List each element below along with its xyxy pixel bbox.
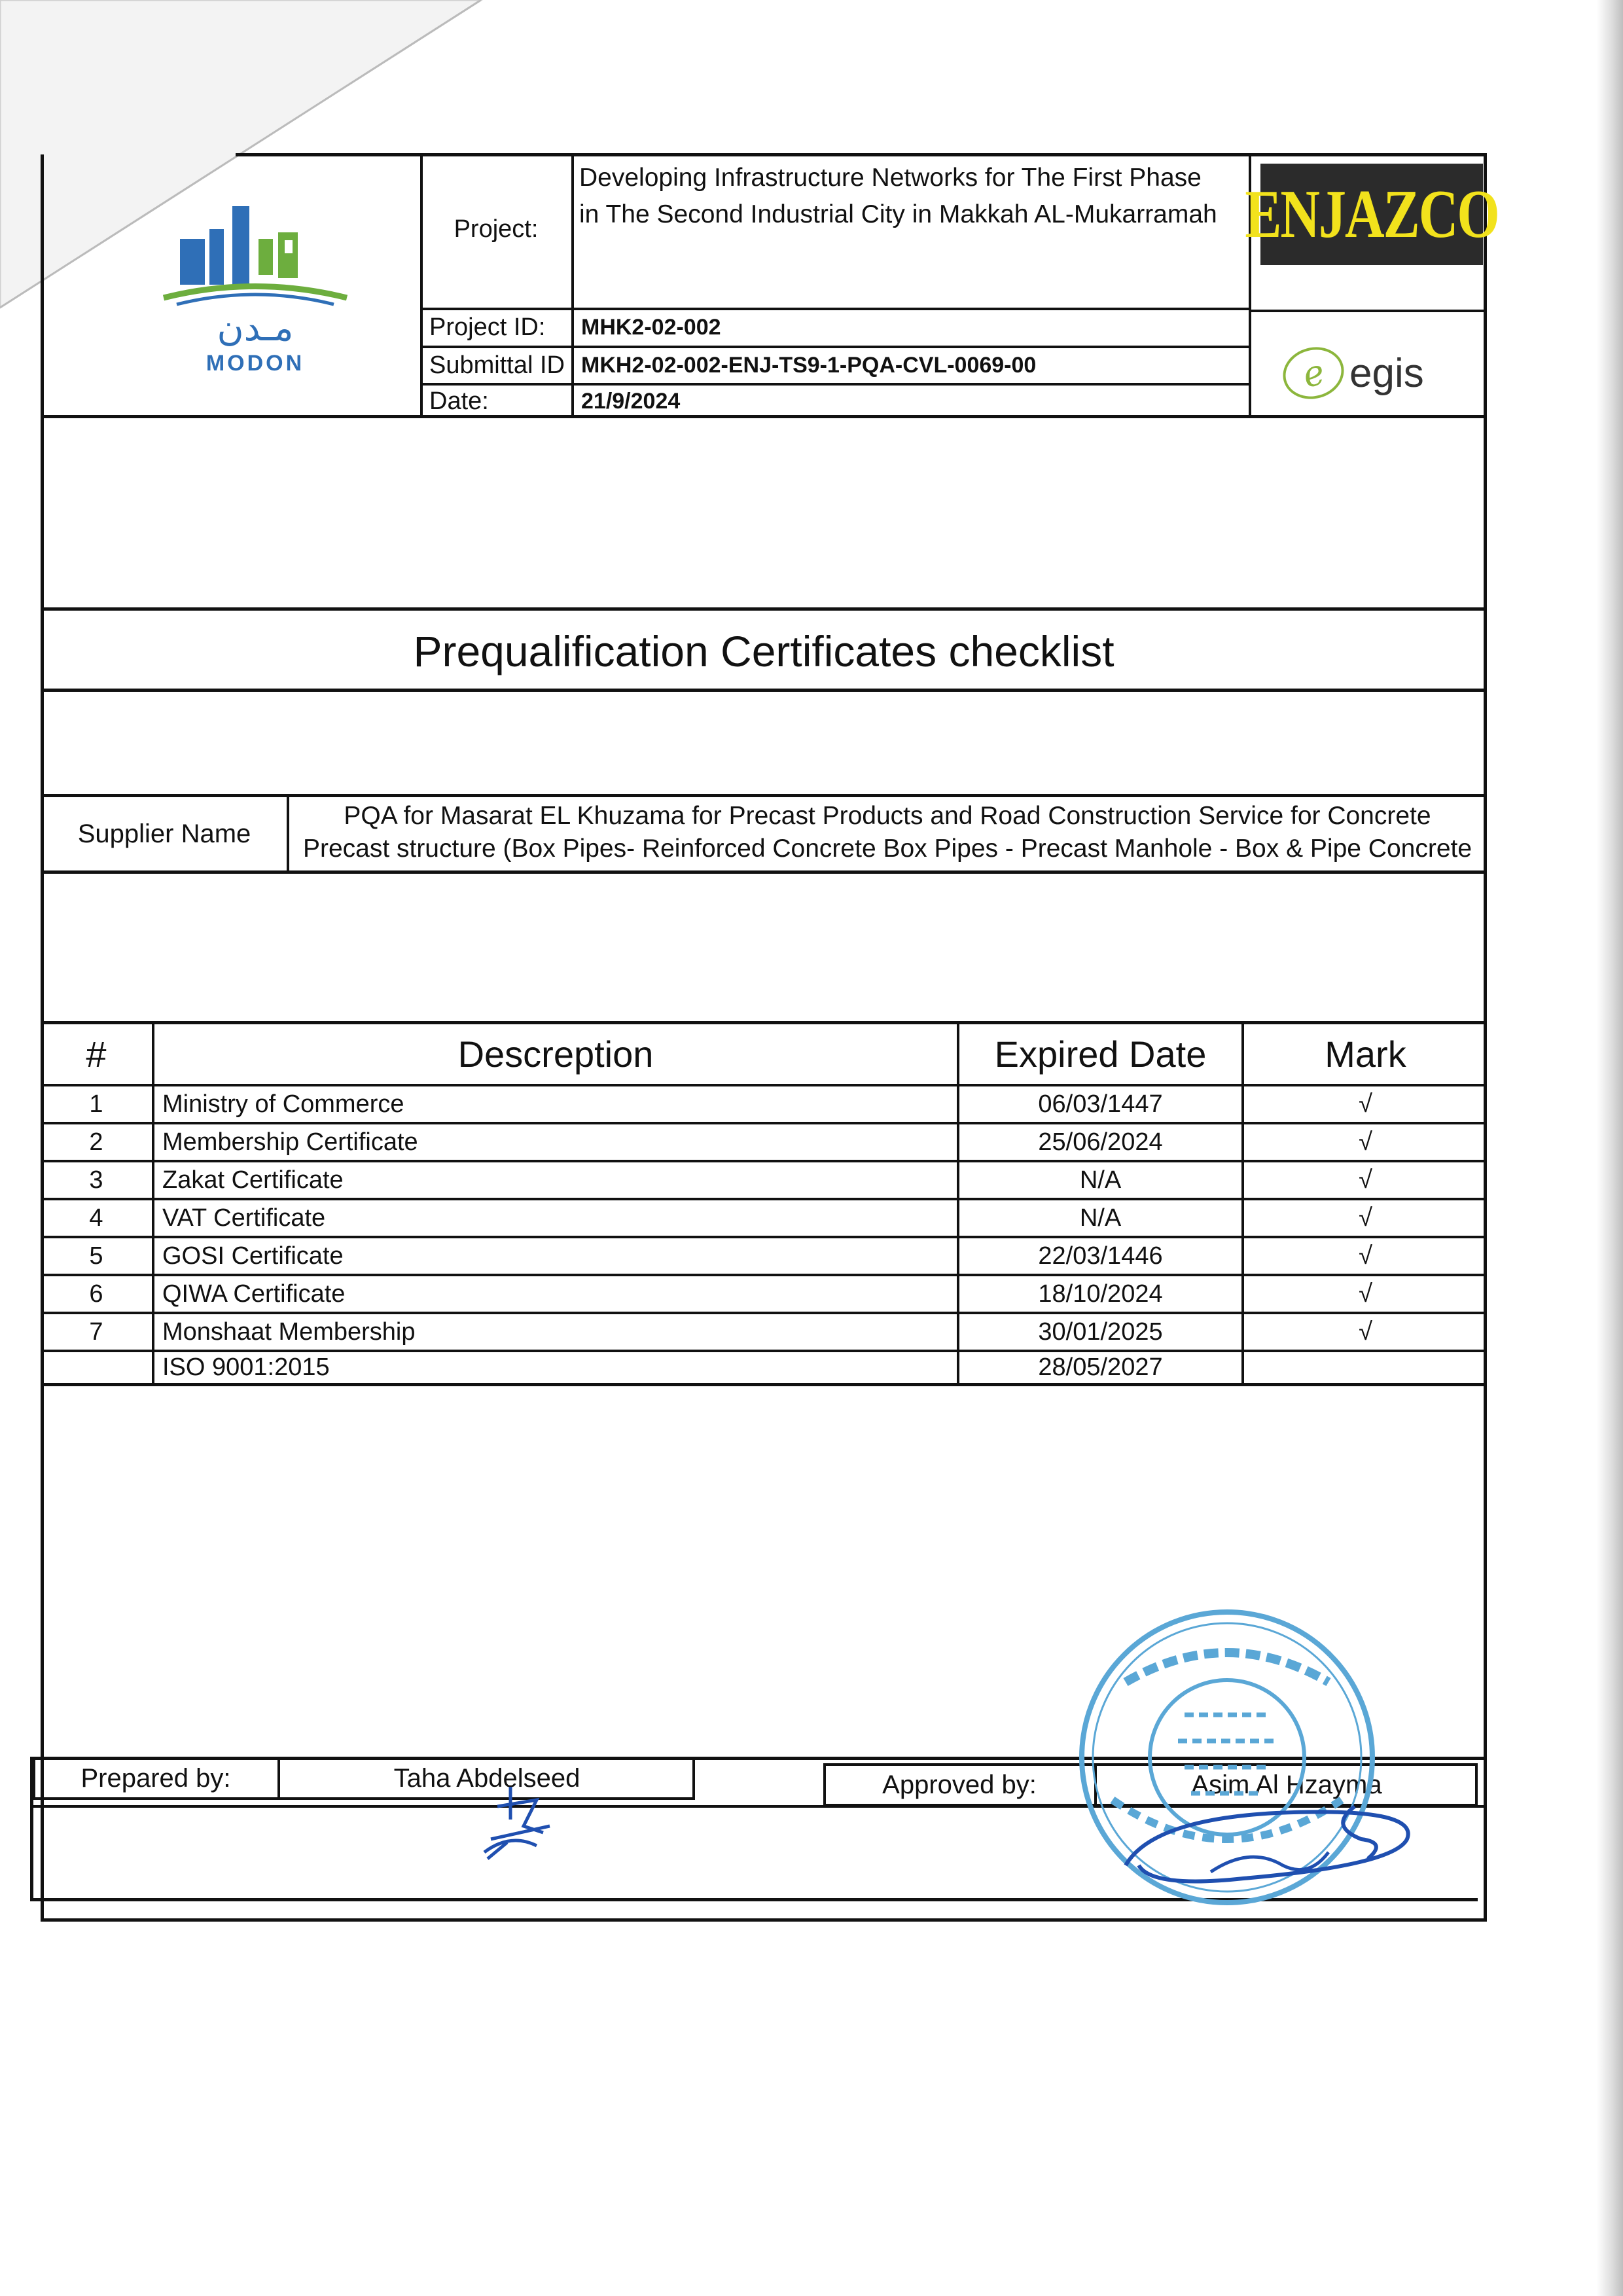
header-row-rule-right [1249,310,1487,312]
row-description: Monshaat Membership [162,1318,416,1346]
row-number: 3 [89,1166,103,1194]
project-id-value: MHK2-02-002 [581,314,721,340]
col-header-mark: Mark [1325,1033,1406,1075]
egis-logo [1283,337,1472,409]
col-header-expired-date: Expired Date [994,1033,1207,1075]
row-description: Ministry of Commerce [162,1090,404,1118]
supplier-name-value [292,800,1483,865]
row-number: 6 [89,1280,103,1308]
row-expired-date: 22/03/1446 [1038,1242,1163,1270]
row-description: GOSI Certificate [162,1242,344,1270]
table-row [41,1162,1487,1198]
project-title [579,160,1243,233]
row-expired-date: 18/10/2024 [1038,1280,1163,1308]
title-top-rule [41,607,1487,611]
row-expired-date: N/A [1079,1166,1122,1194]
row-mark: √ [1359,1318,1372,1346]
preparer-signature [471,1780,563,1865]
row-description: Membership Certificate [162,1128,418,1156]
row-expired-date: N/A [1079,1204,1122,1232]
date-value: 21/9/2024 [581,388,681,414]
row-mark: √ [1359,1280,1372,1308]
row-mark [1244,1352,1487,1383]
col-header-number: # [86,1033,107,1075]
row-description: QIWA Certificate [162,1280,346,1308]
table-row [41,1314,1487,1350]
supplier-name-label: Supplier Name [77,819,251,848]
row-number: 2 [89,1128,103,1156]
prepared-divider [277,1757,280,1800]
modon-wordmark: MODON [205,351,305,376]
project-title-line-2: in The Second Industrial City in Makkah AL-Mukarramah [579,200,1217,228]
supplier-bottom-rule [41,870,1487,874]
table-row [41,1086,1487,1122]
table-row [41,1238,1487,1274]
row-number: 1 [89,1090,103,1118]
supplier-line-1: PQA for Masarat EL Khuzama for Precast Products and Road Construction Service for Concrete [344,802,1431,830]
date-label: Date: [429,387,489,415]
submittal-id-label: Submittal ID [429,351,565,379]
col-header-description: Descreption [457,1033,654,1075]
modon-arabic-text: مـدن [217,307,294,350]
supplier-divider [287,794,289,872]
row-number: 7 [89,1318,103,1346]
row-number: 4 [89,1204,103,1232]
row-mark: √ [1359,1204,1372,1232]
supplier-line-2: Precast structure (Box Pipes- Reinforced Concrete Box Pipes - Precast Manhole - Box & Pipe Concrete [302,834,1472,863]
row-number [41,1352,152,1383]
title-bottom-rule [41,689,1487,692]
approved-by-name: Asim Al Hzayma [1191,1770,1382,1799]
project-title-line-1: Developing Infrastructure Networks for The First Phase [579,164,1202,192]
modon-buildings-icon [151,200,360,311]
row-expired-date: 25/06/2024 [1038,1128,1163,1156]
table-row [41,1200,1487,1236]
prepared-by-label: Prepared by: [80,1763,231,1793]
row-expired-date: 30/01/2025 [1038,1318,1163,1346]
row-mark: √ [1359,1242,1372,1270]
row-mark: √ [1359,1166,1372,1194]
enjazco-wordmark: ENJAZCO [1245,176,1499,253]
prepared-by-name: Taha Abdelseed [393,1763,580,1793]
egis-mark-icon: e [1277,340,1350,406]
checklist-table [41,1021,1487,1384]
row-expired-date: 06/03/1447 [1038,1090,1163,1118]
row-number: 5 [89,1242,103,1270]
enjazco-logo [1245,164,1499,265]
table-row [41,1124,1487,1160]
header-grid-mid-rule [571,153,574,418]
scan-page-edge [1597,0,1623,2296]
signoff-box-left [30,1757,33,1901]
project-id-label: Project ID: [429,313,546,341]
row-expired-date: 28/05/2027 [1038,1354,1163,1381]
row-description: ISO 9001:2015 [162,1354,330,1381]
table-row [41,1352,1487,1383]
row-description: VAT Certificate [162,1204,326,1232]
egis-wordmark: egis [1349,350,1424,396]
document-title: Prequalification Certificates checklist [413,627,1115,675]
row-description: Zakat Certificate [162,1166,344,1194]
row-mark: √ [1359,1128,1372,1156]
approver-signature [1113,1767,1427,1898]
header-top-rule [236,153,1487,156]
submittal-id-value: MKH2-02-002-ENJ-TS9-1-PQA-CVL-0069-00 [581,352,1037,378]
row-mark: √ [1359,1090,1372,1118]
table-rule [41,1383,1487,1386]
modon-logo [151,200,360,383]
table-row [41,1276,1487,1312]
project-label: Project: [454,215,539,243]
approved-by-label: Approved by: [882,1770,1037,1799]
